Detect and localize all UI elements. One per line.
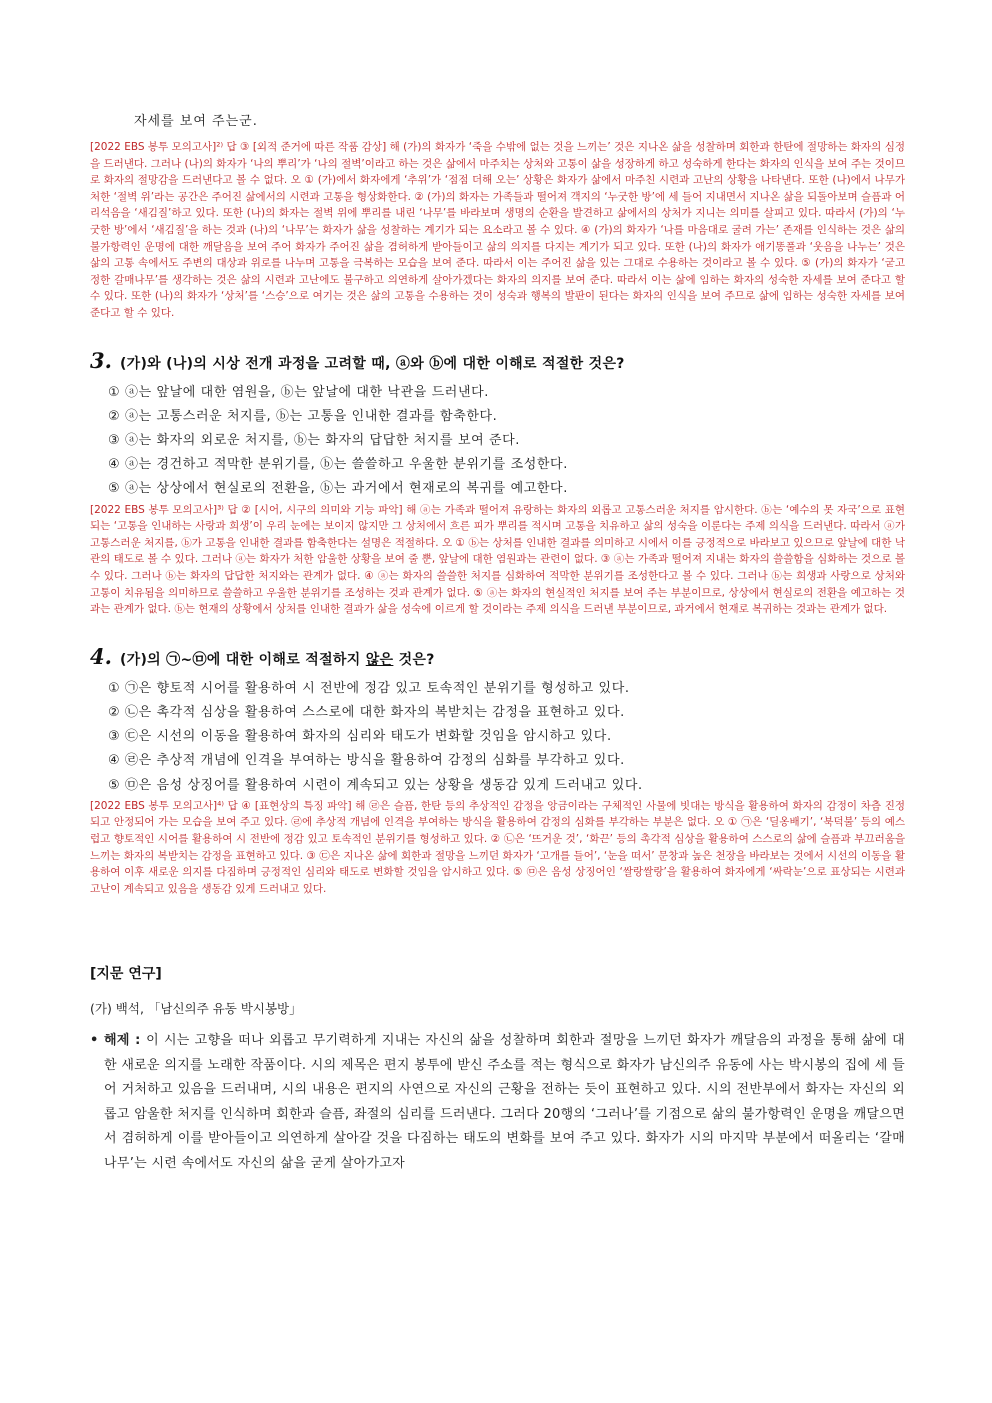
option-5: ⑤ ⓐ는 상상에서 현실로의 전환을, ⓑ는 과거에서 현재로의 복귀를 예고한다. xyxy=(108,481,568,497)
question-4-header xyxy=(90,644,905,669)
option-2: ② ㉡은 촉각적 심상을 활용하여 스스로에 대한 화자의 복받치는 감정을 표현하고 있다. xyxy=(108,704,625,720)
question-number: 4. xyxy=(90,643,112,669)
option-3: ③ ⓐ는 화자의 외로운 처지를, ⓑ는 화자의 답답한 처지를 보여 준다. xyxy=(108,432,521,448)
question-number: 3. xyxy=(90,347,112,373)
explanation-q3: [2022 EBS 봉투 모의고사]³⁾ 답 ② [시어, 시구의 의미와 기능 파악] 해 ⓐ는 가족과 떨어져 유랑하는 화자의 외롭고 고통스러운 처지를 암시한다. ⓑ는 ‘예수의 못 자국’으로 표현되는 ‘고통을 인내하는 사랑과 희생’이 우리 눈에는 보이지 않지만 그 상처에서 흐른 피가 뿌리를 적시며 고통을 치유하고 삶의 성숙을 이룬다는 주제 의식을 드러낸다. 따라서 ⓐ가 고통스러운 처지를, ⓑ가 고통을 인내한 결과를 함축한다는 설명은 적절하다. 오 ① ⓑ는 상처를 인내한 결과를 의미하고 시에서 이를 긍정적으로 바라보고 있으므로 앞날에 대한 낙관의 태도로 볼 수 있다. 그러나 ⓐ는 화자가 처한 암울한 상황을 보여 줄 뿐, 앞날에 대한 염원과는 관련이 없다. ③ ⓐ는 가족과 떨어져 지내는 화자의 쓸쓸함을 심화하는 것으로 볼 수 있다. 그러나 ⓑ는 화자의 답답한 처지와는 관계가 없다. ④ ⓐ는 화자의 쓸쓸한 처지를 심화하여 적막한 분위기를 조성한다고 볼 수 있다. 그러나 ⓑ는 희생과 사랑으로 상처와 고통이 치유됨을 의미하므로 쓸쓸하고 우울한 분위기를 조성하는 것과 관계가 없다. ⑤ ⓐ는 화자의 현실적인 처지를 보여 주는 부분이므로, 상상에서 현실로의 전환을 예고하는 것과는 관계가 없다. ⓑ는 현재의 상황에서 상처를 인내한 결과가 삶을 성숙에 이르게 할 것이라는 주제 의식을 드러낸 부분이므로, 과거에서 현재로 복귀하는 것과는 관계가 없다. xyxy=(90,503,905,616)
option-2: ② ⓐ는 고통스러운 처지를, ⓑ는 고통을 인내한 결과를 함축한다. xyxy=(108,408,498,424)
question-text-post: 것은? xyxy=(393,651,435,668)
option-5: ⑤ ㉤은 음성 상징어를 활용하여 시련이 계속되고 있는 상황을 생동감 있게 드러내고 있다. xyxy=(108,777,643,793)
question-4 xyxy=(90,644,905,898)
work-summary xyxy=(90,1029,905,1176)
option-4: ④ ⓐ는 경건하고 적막한 분위기를, ⓑ는 쓸쓸하고 우울한 분위기를 조성한다. xyxy=(108,457,568,473)
document-page xyxy=(90,110,905,1176)
work-citation: (가) 백석, 「남신의주 유동 박시봉방」 xyxy=(90,1001,302,1017)
question-text: (가)와 (나)의 시상 전개 과정을 고려할 때, ⓐ와 ⓑ에 대한 이해로 적절한 것은? xyxy=(119,355,625,372)
question-3 xyxy=(90,348,905,618)
summary-label: • 해제 : xyxy=(90,1033,147,1049)
option-4: ④ ㉣은 추상적 개념에 인격을 부여하는 방식을 활용하여 감정의 심화를 부각하고 있다. xyxy=(108,753,625,769)
explanation-q2: [2022 EBS 봉투 모의고사]²⁾ 답 ③ [외적 준거에 따른 작품 감상] 해 (가)의 화자가 ‘죽을 수밖에 없는 것을 느끼는’ 것은 지나온 삶을 성찰하며 회한과 한탄에 절망하는 화자의 심정을 드러낸다. 그러나 (나)의 화자가 ‘나의 뿌리’가 ‘나의 절벽’이라고 하는 것은 삶에서 마주치는 상처와 고통이 삶을 성장하게 하고 성숙하게 한다는 화자의 인식을 보여 주는 것이므로 화자의 절망감을 드러낸다고 볼 수 없다. 오 ① (가)에서 화자에게 ‘추위’가 ‘점점 더해 오는’ 상황은 화자가 삶에서 마주친 시련과 고난의 상황을 나타낸다. 또한 (나)에서 나무가 처한 ‘절벽 위’라는 공간은 주어진 삶에서의 시련과 고통을 형상화한다. ② (가)의 화자는 가족들과 떨어져 객지의 ‘누굿한 방’에 세 들어 지내면서 지나온 삶을 되돌아보며 슬픔과 어리석음을 ‘새김질’하고 있다. 또한 (나)의 화자는 절벽 위에 뿌리를 내린 ‘나무’를 바라보며 생명의 순환을 발견하고 삶에서의 상처가 지니는 의미를 살피고 있다. 따라서 (가)의 ‘누굿한 방’에서 ‘새김질’을 하는 것과 (나)의 ‘나무’는 화자가 삶을 성찰하는 계기가 되는 요소라고 볼 수 있다. ④ (가)의 화자가 ‘나를 마음대로 굴려 가는’ 존재를 인식하는 것은 삶의 불가항력인 운명에 대한 깨달음을 보여 주어 화자가 주어진 삶을 겸허하게 받아들이고 삶의 의지를 다지는 계기가 되고 있다. 또한 (나)의 화자가 애기똥풀과 ‘웃음을 나누는’ 것은 삶의 고통 속에서도 주변의 대상과 위로를 나누며 고통을 극복하는 모습을 보여 준다. 따라서 이는 주어진 삶을 있는 그대로 수용하는 것이라고 볼 수 있다. ⑤ (가)의 화자가 ‘굳고 정한 갈매나무’를 생각하는 것은 삶의 시련과 고난에도 불구하고 의연하게 살아가겠다는 화자의 의지를 보여 준다. 따라서 이는 삶에 임하는 화자의 성숙한 자세를 보여 준다고 할 수 있다. 또한 (나)의 화자가 ‘상처’를 ‘스승’으로 여기는 것은 삶의 고통을 수용하는 것이 성숙과 행복의 발판이 된다는 화자의 인식을 보여 주므로 삶에 임하는 성숙한 자세를 보여 준다고 할 수 있다. xyxy=(90,141,905,319)
option-1: ① ㉠은 향토적 시어를 활용하여 시 전반에 정감 있고 토속적인 분위기를 형성하고 있다. xyxy=(108,680,630,696)
question-3-header xyxy=(90,348,905,373)
option-1: ① ⓐ는 앞날에 대한 염원을, ⓑ는 앞날에 대한 낙관을 드러낸다. xyxy=(108,384,489,400)
summary-text: 이 시는 고향을 떠나 외롭고 무기력하게 지내는 자신의 삶을 성찰하며 회한과 절망을 느끼던 화자가 깨달음의 과정을 통해 삶에 대한 새로운 의지를 노래한 작품이다. 시의 제목은 편지 봉투에 받신 주소를 적는 형식으로 화자가 남신의주 유동에 사는 박시봉의 집에 세 들어 거처하고 있음을 드러내며, 시의 내용은 편지의 사연으로 자신의 근황을 전하는 듯이 표현하고 있다. 시의 전반부에서 화자는 자신의 외롭고 암울한 처지를 인식하며 회한과 슬픔, 좌절의 심리를 드러낸다. 그러다 20행의 ‘그러나’를 기점으로 삶의 불가항력인 운명을 깨달으면서 겸허하게 이를 받아들이고 의연하게 살아갈 것을 다짐하는 태도의 변화를 보여 주고 있다. 화자가 시의 마지막 부분에서 떠올리는 ‘갈매나무’는 시련 속에서도 자신의 삶을 굳게 살아가고자 xyxy=(104,1033,905,1171)
continuation-line: 자세를 보여 주는군. xyxy=(134,114,258,129)
question-emphasis: 않은 xyxy=(365,651,394,668)
question-text xyxy=(120,649,435,669)
passage-study-title: [지문 연구] xyxy=(90,966,162,983)
question-text-pre: (가)의 ㉠~㉤에 대한 이해로 적절하지 xyxy=(119,651,366,668)
option-3: ③ ㉢은 시선의 이동을 활용하여 화자의 심리와 태도가 변화할 것임을 암시하고 있다. xyxy=(108,729,612,745)
passage-study xyxy=(90,963,905,1176)
explanation-q4: [2022 EBS 봉투 모의고사]⁴⁾ 답 ④ [표현상의 특징 파악] 해 ㉣은 슬픔, 한탄 등의 추상적인 감정을 앙금이라는 구체적인 사물에 빗대는 방식을 활용하여 화자의 감정이 차츰 진정되고 안정되어 가는 모습을 보여 주고 있다. ㉣에 추상적 개념에 인격을 부여하는 방식을 활용하여 감정의 심화를 부각하는 부분은 없다. 오 ① ㉠은 ‘딜옹배기’, ‘북덕불’ 등의 예스럽고 향토적인 시어를 활용하여 시 전반에 정감 있고 토속적인 분위기를 형성하고 있다. ② ㉡은 ‘뜨거운 것’, ‘화끈’ 등의 촉각적 심상을 활용하여 스스로의 삶에 슬픔과 부끄러움을 느끼는 화자의 복받치는 감정을 표현하고 있다. ③ ㉢은 지나온 삶에 회한과 절망을 느끼던 화자가 ‘고개를 들어’, ‘눈을 떠서’ 문창과 높은 천장을 바라보는 것에서 시선의 이동을 활용하여 이후 새로운 의지를 다짐하며 긍정적인 심리와 태도로 변화할 것임을 암시하고 있다. ⑤ ㉤은 음성 상징어인 ‘쌀랑쌀랑’을 활용하여 화자에게 ‘싸락눈’으로 표상되는 시련과 고난이 계속되고 있음을 생동감 있게 드러내고 있다. xyxy=(90,799,905,895)
